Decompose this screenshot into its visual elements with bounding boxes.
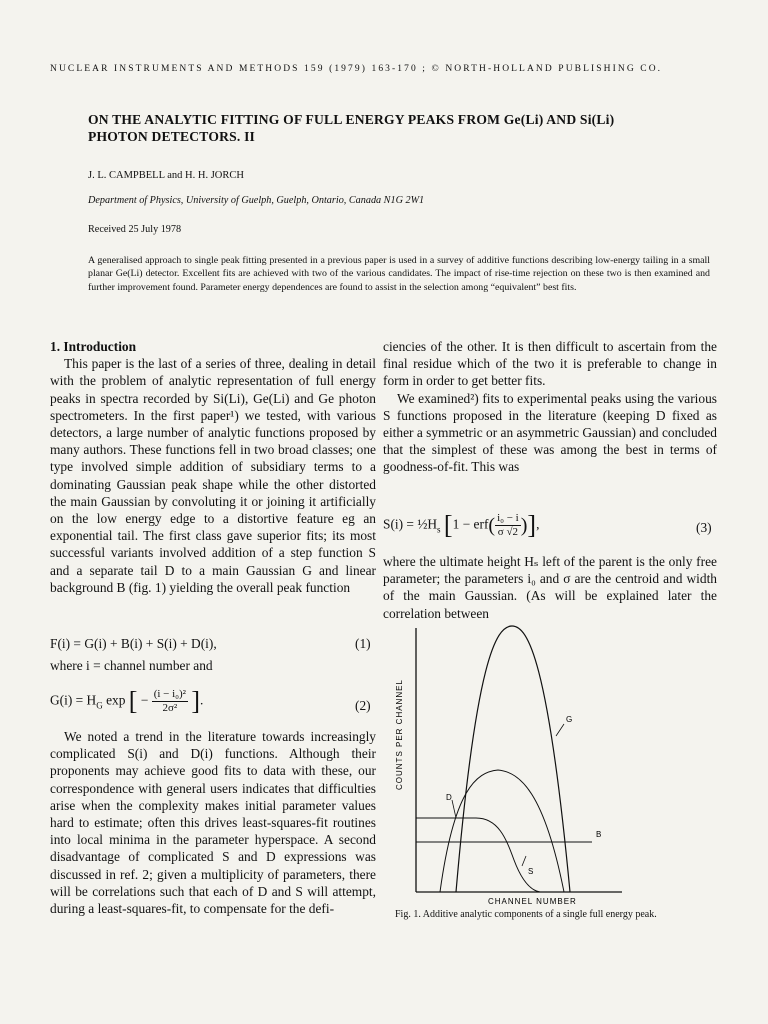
- eq3-subscript: s: [437, 524, 441, 535]
- abstract: A generalised approach to single peak fitting presented in a previous paper is used in a survey of additive functions describing low-energy tailing in a small planar Ge(Li) detector. Excellent fits are achieved with two of the various candidates. The impact of rise-time rejection on these two is then examined and further improvement found. Parameter energy dependences are found to assist in the selection among “equivalent” best fits.: [88, 255, 710, 293]
- label-d: D: [446, 793, 452, 802]
- label-g: G: [566, 715, 573, 724]
- figure-caption: Fig. 1. Additive analytic components of a single full energy peak.: [395, 909, 657, 920]
- eq3-denominator: σ √2: [497, 526, 519, 538]
- left-column-continued: [50, 728, 376, 917]
- intro-paragraph-1: This paper is the last of a series of three, dealing in detail with the problem of analytic representation of full energy peaks in spectra recorded by Si(Li), Ge(Li) and Ge photon spectrometers. In the first paper¹) we tested, with various detectors, a large number of analytic functions proposed by many authors. These functions fell in two broad classes; one type involved simple addition of subsidiary terms to a dominating Gaussian peak shape while the other distorted the main Gaussian by convoluting it or joining it artificially on the low energy edge to a distortive feature eg an exponential tail. The first class gave superior fits; its most successful variants involved addition of a step function S and a separate tail D to a main Gaussian G and linear background B (fig. 1) yielding the overall peak function: [50, 356, 376, 595]
- y-axis-label: COUNTS PER CHANNEL: [395, 679, 404, 790]
- label-s: S: [528, 867, 534, 876]
- equation-2-number: (2): [355, 698, 371, 713]
- where-text: where i = channel number and: [50, 658, 213, 673]
- right-column-continued: [383, 553, 717, 622]
- equation-1: F(i) = G(i) + B(i) + S(i) + D(i),: [50, 636, 217, 651]
- eq2-denominator: 2σ²: [162, 702, 178, 714]
- g-pointer: [556, 724, 564, 736]
- left-column: [50, 338, 376, 596]
- right-paragraph-1: ciencies of the other. It is then difficult to ascertain from the final residue which of the two it is preferable to change in form in order to get better fits.: [383, 339, 717, 389]
- eq2-exp: exp: [102, 692, 126, 708]
- eq3-numerator: i₀ − i: [497, 512, 519, 524]
- eq3-lhs: S(i) = ½H: [383, 516, 438, 532]
- x-axis-label: CHANNEL NUMBER: [488, 897, 577, 906]
- received-date: Received 25 July 1978: [88, 224, 182, 235]
- eq2-lhs: G(i) = H: [50, 692, 97, 708]
- right-paragraph-3: where the ultimate height Hₛ left of the parent is the only free parameter; the parameters i₀ and σ are the centroid and width of the main Gaussian. (As will be explained later the correlation between: [383, 554, 717, 621]
- equation-3-number: (3): [696, 520, 712, 535]
- s-pointer: [522, 856, 526, 866]
- figure-1: [380, 620, 725, 910]
- gaussian-curve-g: [456, 626, 573, 892]
- eq2-subscript: G: [96, 700, 103, 711]
- right-column: [383, 338, 717, 476]
- paper-title: ON THE ANALYTIC FITTING OF FULL ENERGY PEAKS FROM Ge(Li) AND Si(Li) PHOTON DETECTORS. II: [88, 112, 615, 144]
- equation-1-number: (1): [355, 636, 371, 651]
- journal-header: NUCLEAR INSTRUMENTS AND METHODS 159 (1979) 163-170 ; © NORTH-HOLLAND PUBLISHING CO.: [50, 64, 663, 74]
- equation-2: $G(i) = H_G$ exp [ − $\frac{\text{(i − i₀)²}}{\text{2σ²}}$ ].: [50, 686, 204, 716]
- eq2-numerator: (i − i₀)²: [153, 688, 186, 700]
- section-heading: 1. Introduction: [50, 339, 137, 354]
- d-pointer: [452, 800, 456, 818]
- tail-curve-d: [440, 770, 564, 892]
- right-paragraph-2: We examined²) fits to experimental peaks using the various S functions proposed in the literature (keeping D fixed as either a symmetric or an asymmetric Gaussian) and concluded that the simplest of these was among the best in terms of goodness-of-fit. This was: [383, 390, 717, 475]
- eq3-erf: 1 − erf: [452, 516, 489, 532]
- step-curve-s: [416, 818, 540, 892]
- affiliation: Department of Physics, University of Guelph, Guelph, Ontario, Canada N1G 2W1: [88, 195, 425, 206]
- intro-paragraph-2: We noted a trend in the literature towards increasingly complicated S(i) and D(i) functions. Although their proponents may achieve good fits to data with these, our correspondence with general users indicates that difficulties arise when the complexity makes initial parameter values hard to estimate; often this drives least-squares-fit routines into local minima in the parameter hyperspace. A second disadvantage of complicated S and D expressions was discussed in ref. 2; given a multiplicity of parameters, there will be correlations such that each of D and S will attempt, during a least-squares-fit, to compensate for the defi-: [50, 729, 376, 917]
- equation-3: $S(i) = \frac{1}{2}H_s$ [1 − erf( $\frac{\text{i₀ − i}}{\sigma √2}$ )],: [383, 510, 540, 540]
- label-b: B: [596, 830, 602, 839]
- authors: J. L. CAMPBELL and H. H. JORCH: [88, 170, 244, 181]
